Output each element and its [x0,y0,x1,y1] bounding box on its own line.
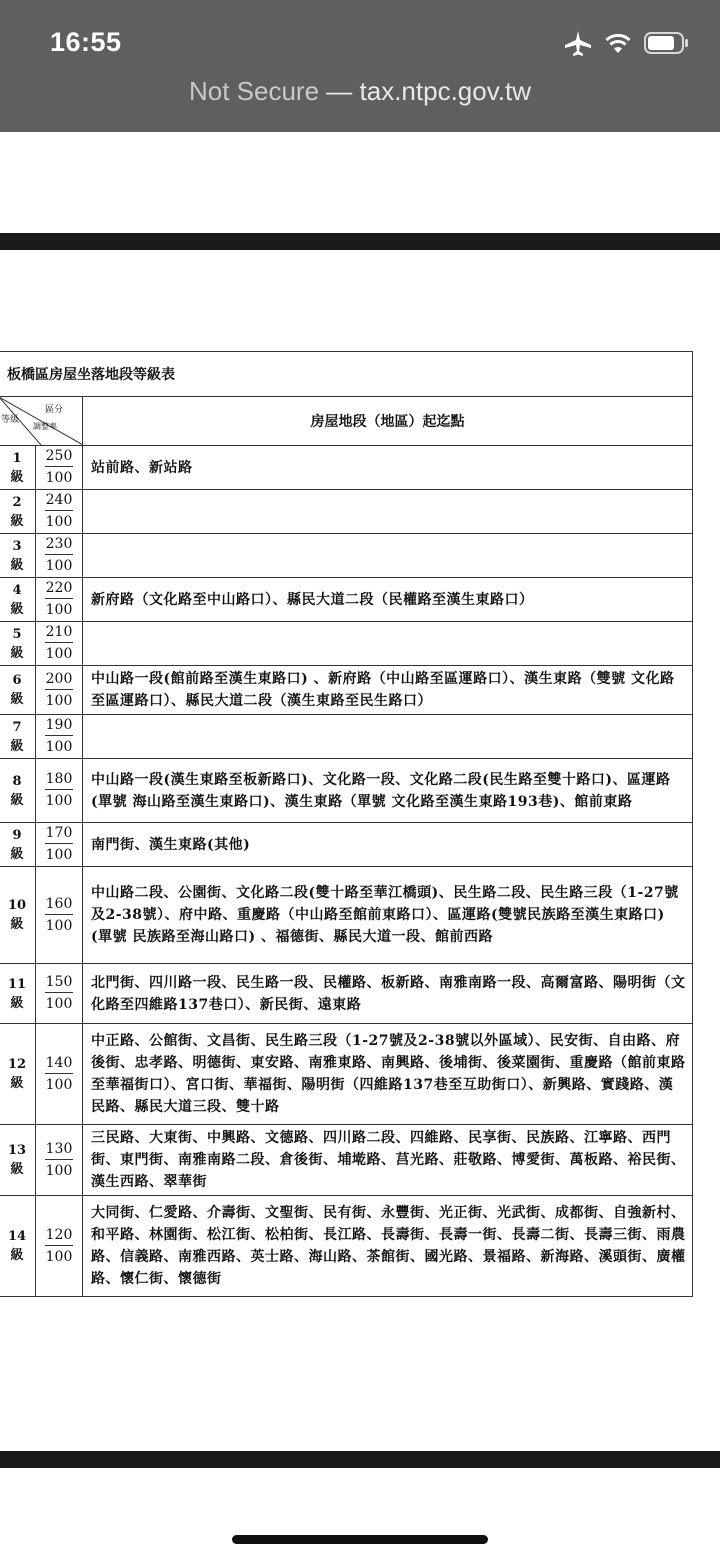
grade-unit: 級 [10,513,24,529]
status-icons [564,30,690,60]
table-body [0,446,693,1297]
table-row [0,1024,693,1125]
rate-numerator: 200 [45,669,73,690]
location-description: 中正路、公館街、文昌街、民生路三段（1-27號及2-38號以外區域）、民安街、自由路、府後街、忠孝路、明德街、東安路、南雅東路、南興路、後埔街、後菜園街、重慶路（館前東路至華福街口）、宮口街、華福街、陽明街（四維路137巷至互助街口）、新興路、實踐路、漢民路、縣民大道三段、雙十路 [83,1024,693,1125]
grade-number: 3 [12,538,22,554]
battery-icon [644,31,690,60]
grade-number: 7 [12,719,22,735]
grade-number: 8 [12,773,22,789]
rate-denominator: 100 [45,1076,73,1093]
rate-denominator: 100 [45,917,73,934]
table-row [0,490,693,534]
address-bar[interactable] [0,76,720,107]
wifi-icon [604,32,632,59]
grade-unit: 級 [10,738,24,754]
location-description [83,622,693,666]
grade-number: 13 [7,1143,27,1158]
rate-denominator: 100 [45,514,73,530]
table-row [0,666,693,715]
title-row [0,352,693,397]
rate-cell [36,622,83,666]
rate-denominator: 100 [45,847,73,863]
location-description: 中山路二段、公園街、文化路二段(雙十路至華江橋頭)、民生路二段、民生路三段（1-27號及2-38號）、府中路、重慶路（中山路至館前東路口）、區運路(雙號民族路至漢生東路口)(單號 民族路至海山路口) 、福德街、縣民大道一段、館前西路 [83,867,693,964]
rate-numerator: 210 [45,622,73,643]
rate-cell [36,490,83,534]
rate-numerator: 170 [45,823,73,844]
rate-cell [36,1125,83,1196]
rate-denominator: 100 [45,739,73,755]
grade-number: 9 [12,827,22,843]
rate-cell [36,1024,83,1125]
grade-number: 11 [7,976,27,992]
rate-denominator: 100 [45,996,73,1012]
location-description: 新府路（文化路至中山路口）、縣民大道二段（民權路至漢生東路口） [83,578,693,622]
grade-cell [0,666,36,715]
table-row [0,1125,693,1196]
table-title: 板橋區房屋坐落地段等級表 [0,352,693,397]
table-row [0,867,693,964]
rate-numerator: 250 [45,446,73,467]
location-description: 三民路、大東街、中興路、文德路、四川路二段、四維路、民享街、民族路、江寧路、西門街、東門街、南雅南路二段、倉後街、埔墘路、莒光路、莊敬路、博愛街、萬板路、裕民街、漢生西路、翠華街 [83,1125,693,1196]
rate-denominator: 100 [45,1248,73,1265]
grade-unit: 級 [10,557,24,573]
document-page [0,351,692,1297]
grade-unit: 級 [10,645,24,661]
location-description [83,715,693,759]
page-divider-top [0,233,720,250]
column-header-location: 房屋地段（地區）起迄點 [83,397,693,446]
location-description: 南門街、漢生東路(其他) [83,823,693,867]
location-description: 站前路、新站路 [83,446,693,490]
location-description [83,490,693,534]
grade-unit: 級 [10,1248,24,1263]
table-row [0,446,693,490]
table-row [0,1196,693,1297]
rate-denominator: 100 [45,793,73,809]
grade-number: 2 [12,494,22,510]
grade-cell [0,622,36,666]
grade-cell [0,1024,36,1125]
grade-number: 6 [12,673,22,688]
table-row [0,964,693,1024]
table-row [0,622,693,666]
table-row [0,759,693,823]
table-row [0,715,693,759]
rate-denominator: 100 [45,646,73,662]
grade-unit: 級 [10,995,24,1011]
grade-unit: 級 [10,1076,24,1091]
corner-top-label: 區分 [45,405,64,415]
grade-unit: 級 [10,1162,24,1177]
home-indicator[interactable] [232,1535,488,1544]
grade-cell [0,534,36,578]
rate-cell [36,867,83,964]
grade-cell [0,715,36,759]
location-description: 大同街、仁愛路、介壽街、文聖街、民有街、永豐街、光正街、光武街、成都街、自強新村、和平路、林園街、松江街、松柏街、長江路、長壽街、長壽一街、長壽二街、長壽三街、雨農路、信義路、南雅西路、英士路、海山路、茶館街、國光路、景福路、新海路、溪頭街、廣權路、懷仁街、懷德街 [83,1196,693,1297]
rate-cell [36,534,83,578]
page-divider-bottom [0,1451,720,1468]
rate-numerator: 140 [45,1053,73,1074]
rate-numerator: 150 [45,972,73,993]
grade-cell [0,446,36,490]
rate-denominator: 100 [45,1162,73,1179]
grade-cell [0,490,36,534]
grade-number: 5 [12,626,22,642]
rate-denominator: 100 [45,558,73,574]
rate-cell [36,759,83,823]
rate-denominator: 100 [45,692,73,709]
corner-left-label: 等級 [1,415,20,425]
grade-number: 10 [7,898,27,913]
grade-cell [0,578,36,622]
grade-unit: 級 [10,917,24,932]
status-time: 16:55 [50,27,122,57]
grade-number: 4 [12,582,22,598]
header-row [0,397,693,446]
corner-header [0,397,83,446]
rate-cell [36,446,83,490]
grade-table [0,351,693,1297]
rate-denominator: 100 [45,602,73,618]
grade-cell [0,964,36,1024]
grade-unit: 級 [10,846,24,862]
rate-numerator: 120 [45,1225,73,1246]
rate-cell [36,964,83,1024]
rate-numerator: 180 [45,769,73,790]
rate-cell [36,666,83,715]
airplane-icon [564,30,592,61]
grade-unit: 級 [10,601,24,617]
rate-numerator: 190 [45,715,73,736]
grade-unit: 級 [10,469,24,485]
grade-number: 1 [12,450,22,466]
grade-cell [0,759,36,823]
grade-cell [0,867,36,964]
rate-numerator: 130 [45,1139,73,1160]
table-row [0,534,693,578]
rate-numerator: 240 [45,490,73,511]
grade-cell [0,1196,36,1297]
grade-unit: 級 [10,792,24,808]
grade-unit: 級 [10,692,24,707]
rate-cell [36,823,83,867]
location-description: 北門街、四川路一段、民生路一段、民權路、板新路、南雅南路一段、高爾富路、陽明街（文化路至四維路137巷口）、新民街、遠東路 [83,964,693,1024]
browser-top-bar [0,0,720,132]
location-description [83,534,693,578]
url-separator: — [319,76,360,106]
not-secure-label: Not Secure [188,76,320,106]
rate-cell [36,715,83,759]
rate-cell [36,578,83,622]
location-description: 中山路一段(漢生東路至板新路口)、文化路一段、文化路二段(民生路至雙十路口)、區運路(單號 海山路至漢生東路口)、漢生東路（單號 文化路至漢生東路193巷)、館前東路 [83,759,693,823]
table-row [0,823,693,867]
table-row [0,578,693,622]
url-domain: tax.ntpc.gov.tw [359,76,532,106]
grade-cell [0,1125,36,1196]
grade-number: 14 [7,1229,27,1244]
grade-number: 12 [7,1057,27,1072]
grade-cell [0,823,36,867]
corner-mid-label: 調整率 [33,422,57,431]
rate-numerator: 160 [45,894,73,915]
rate-numerator: 220 [45,578,73,599]
rate-numerator: 230 [45,534,73,555]
rate-denominator: 100 [45,470,73,486]
location-description: 中山路一段(館前路至漢生東路口) 、新府路（中山路至區運路口）、漢生東路（雙號 文化路至區運路口）、縣民大道二段（漢生東路至民生路口） [83,666,693,715]
rate-cell [36,1196,83,1297]
